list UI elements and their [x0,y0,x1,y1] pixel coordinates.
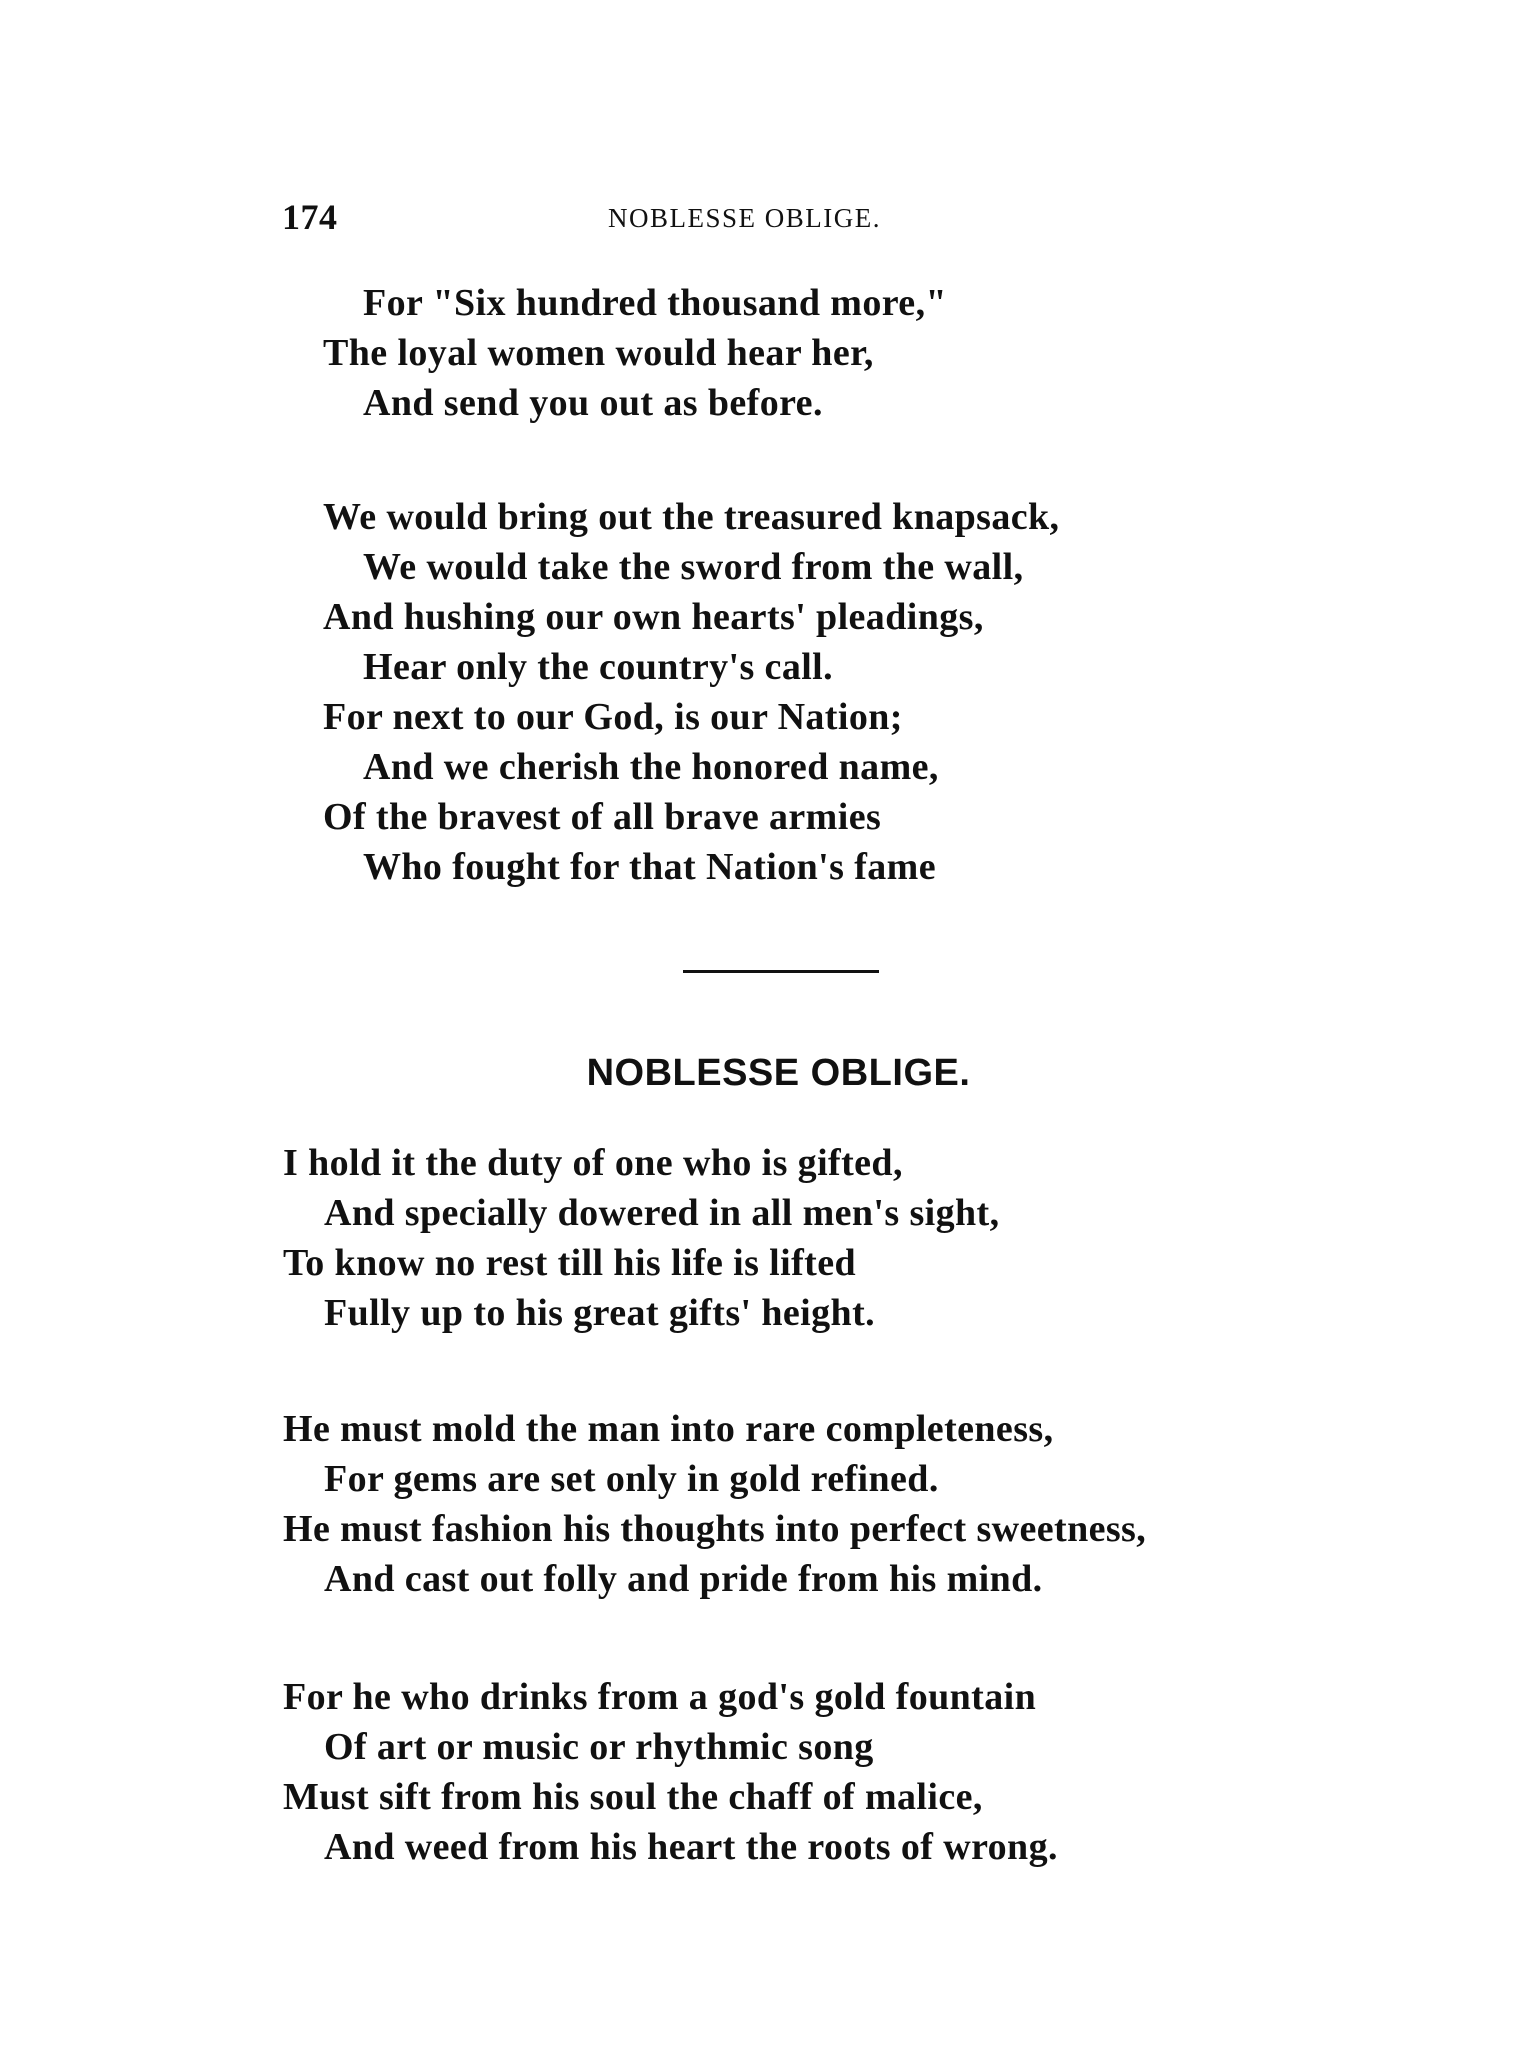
poem-line: And hushing our own hearts' pleadings, [323,596,984,638]
poem-line: Of art or music or rhythmic song [324,1726,874,1768]
poem-title: NOBLESSE OBLIGE. [586,1052,971,1094]
section-divider [683,970,879,973]
poem-line: And send you out as before. [363,382,823,424]
previous-poem-stanza [323,278,947,428]
poem-line: The loyal women would hear her, [323,332,874,374]
page-header [0,196,1517,246]
poem-line: Fully up to his great gifts' height. [324,1292,876,1334]
poem-line: Who fought for that Nation's fame [363,846,936,888]
poem-line: For he who drinks from a god's gold fountain [283,1676,1037,1718]
poem-line: For "Six hundred thousand more," [363,282,947,324]
poem-line: And specially dowered in all men's sight, [324,1192,1000,1234]
poem-line: He must mold the man into rare completeness, [283,1408,1054,1450]
running-head: NOBLESSE OBLIGE. [608,203,881,233]
poem-line: For gems are set only in gold refined. [324,1458,939,1500]
poem-line: Must sift from his soul the chaff of malice, [283,1776,983,1818]
poem-stanza [283,1138,1000,1338]
poem-line: I hold it the duty of one who is gifted, [283,1142,903,1184]
poem-line: And cast out folly and pride from his mind. [324,1558,1043,1600]
poem-line: We would bring out the treasured knapsack, [323,496,1060,538]
previous-poem-stanza [323,492,1059,892]
page-number: 174 [282,197,338,237]
poem-stanza [283,1404,1146,1604]
poem-line: And we cherish the honored name, [363,746,939,788]
poem-line: Hear only the country's call. [363,646,834,688]
poem-line: To know no rest till his life is lifted [283,1242,857,1284]
poem-line: And weed from his heart the roots of wrong. [324,1826,1058,1868]
poem-line: We would take the sword from the wall, [363,546,1024,588]
poem-stanza [283,1672,1058,1872]
poem-line: Of the bravest of all brave armies [323,796,882,838]
poem-line: He must fashion his thoughts into perfect sweetness, [283,1508,1147,1550]
poem-line: For next to our God, is our Nation; [323,696,903,738]
